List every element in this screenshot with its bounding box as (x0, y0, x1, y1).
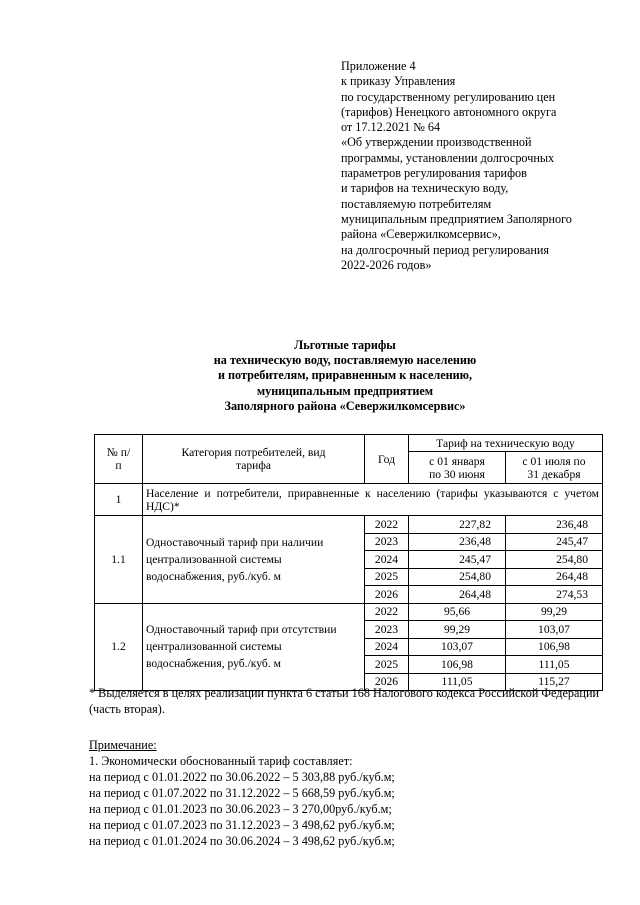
title-line: на техническую воду, поставляемую населению (213, 353, 477, 368)
group-num: 1.2 (95, 603, 143, 691)
year-cell: 2023 (365, 621, 409, 639)
year-cell: 2026 (365, 673, 409, 691)
tariff-period-2: 115,27 (506, 673, 603, 691)
header-period-2: с 01 июля по 31 декабря (506, 452, 603, 484)
year-cell: 2024 (365, 551, 409, 569)
section-row (95, 484, 603, 516)
year-cell: 2025 (365, 656, 409, 674)
note-line: 1. Экономически обоснованный тариф составляет: (89, 754, 353, 768)
tariff-period-2: 99,29 (506, 603, 603, 621)
appendix-line: параметров регулирования тарифов (341, 166, 527, 181)
appendix-line: от 17.12.2021 № 64 (341, 120, 441, 135)
appendix-line: на долгосрочный период регулирования (341, 242, 550, 257)
appendix-line: и тарифов на техническую воду, (341, 181, 509, 196)
appendix-line: (тарифов) Ненецкого автономного округа (341, 104, 557, 119)
tariff-period-2: 245,47 (506, 533, 603, 551)
appendix-line: «Об утверждении производственной (341, 135, 532, 150)
group-label: Одноставочный тариф при отсутствии централизованной системы водоснабжения, руб./куб. м (143, 603, 365, 691)
title-line: Заполярного района «Севержилкомсервис» (224, 398, 466, 413)
note-line: на период с 01.01.2022 по 30.06.2022 – 5 303,88 руб./куб.м; (89, 770, 395, 784)
tariff-period-1: 245,47 (409, 551, 506, 569)
appendix-line: программы, установлении долгосрочных (341, 150, 555, 165)
year-cell: 2026 (365, 586, 409, 604)
section-num: 1 (95, 484, 143, 516)
year-cell: 2022 (365, 603, 409, 621)
title-line: и потребителям, приравненным к населению, (217, 368, 473, 383)
note-line: на период с 01.01.2023 по 30.06.2023 – 3 270,00руб./куб.м; (89, 802, 392, 816)
footnote: * Выделяется в целях реализации пункта 6 статьи 168 Налогового кодекса Российской Федерации (часть вторая). (89, 686, 599, 716)
appendix-header (341, 59, 631, 273)
header-num: № п/п (95, 435, 143, 484)
tariff-period-1: 95,66 (409, 603, 506, 621)
header-period-1: с 01 января по 30 июня (409, 452, 506, 484)
tariff-period-1: 106,98 (409, 656, 506, 674)
note-line: на период с 01.01.2024 по 30.06.2024 – 3 498,62 руб./куб.м; (89, 834, 395, 848)
tariff-period-1: 254,80 (409, 568, 506, 586)
tariff-period-2: 236,48 (506, 516, 603, 534)
tariff-period-1: 264,48 (409, 586, 506, 604)
appendix-line: по государственному регулированию цен (341, 89, 556, 104)
appendix-line: района «Севержилкомсервис», (341, 227, 501, 242)
note-line: на период с 01.07.2023 по 31.12.2023 – 3 498,62 руб./куб.м; (89, 818, 395, 832)
tariff-period-2: 111,05 (506, 656, 603, 674)
tariff-period-1: 103,07 (409, 638, 506, 656)
tariff-period-2: 274,53 (506, 586, 603, 604)
tariff-period-2: 254,80 (506, 551, 603, 569)
tariff-period-1: 236,48 (409, 533, 506, 551)
tariff-table (94, 434, 603, 691)
header-year: Год (365, 435, 409, 484)
tariff-period-2: 106,98 (506, 638, 603, 656)
appendix-line: к приказу Управления (341, 74, 456, 89)
note-section (89, 737, 609, 849)
table-row (95, 603, 603, 621)
appendix-line: поставляемую потребителям (341, 196, 492, 211)
header-tariff: Тариф на техническую воду (409, 435, 603, 452)
appendix-line: 2022-2026 годов» (341, 257, 432, 272)
appendix-line: муниципальным предприятием Заполярного (341, 211, 572, 226)
title-line: муниципальным предприятием (256, 383, 434, 398)
tariff-period-2: 103,07 (506, 621, 603, 639)
year-cell: 2025 (365, 568, 409, 586)
tariff-period-1: 227,82 (409, 516, 506, 534)
tariff-period-1: 111,05 (409, 673, 506, 691)
appendix-line: Приложение 4 (341, 59, 416, 73)
group-label: Одноставочный тариф при наличии централизованной системы водоснабжения, руб./куб. м (143, 516, 365, 604)
year-cell: 2022 (365, 516, 409, 534)
group-num: 1.1 (95, 516, 143, 604)
note-heading: Примечание: (89, 738, 157, 752)
table-row (95, 516, 603, 534)
title-line: Льготные тарифы (294, 338, 396, 352)
note-line: на период с 01.07.2022 по 31.12.2022 – 5 668,59 руб./куб.м; (89, 786, 395, 800)
year-cell: 2024 (365, 638, 409, 656)
section-text: Население и потребители, приравненные к населению (тарифы указываются с учетом НДС)* (143, 484, 603, 516)
document-title (90, 338, 600, 414)
header-category: Категория потребителей, вид тарифа (143, 435, 365, 484)
year-cell: 2023 (365, 533, 409, 551)
tariff-period-2: 264,48 (506, 568, 603, 586)
tariff-period-1: 99,29 (409, 621, 506, 639)
